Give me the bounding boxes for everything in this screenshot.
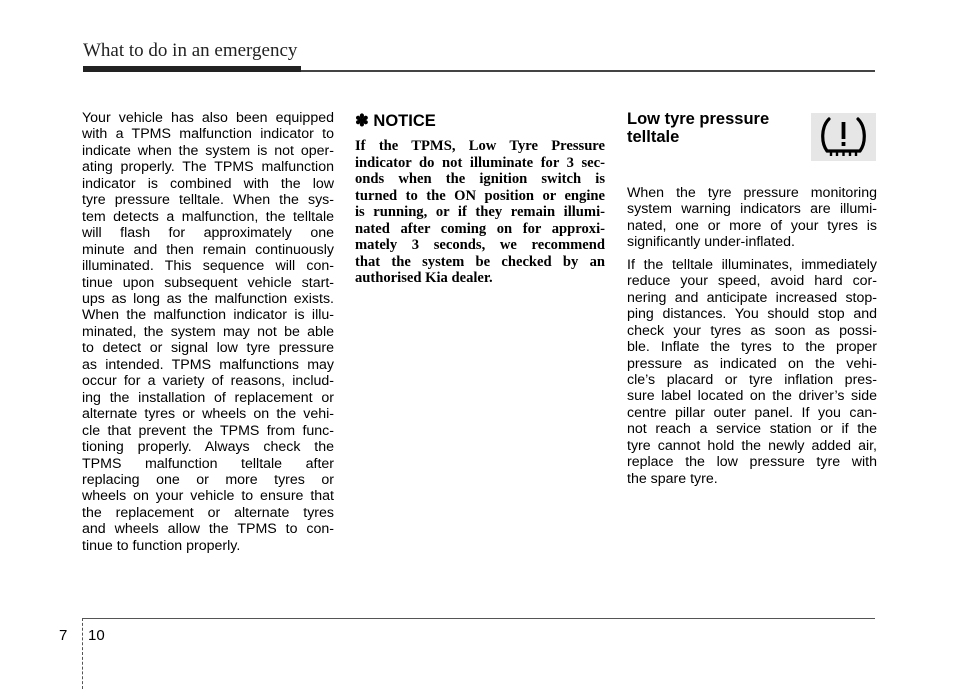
text-line: minute and then remain continuously: [82, 241, 334, 258]
text-line: tinue upon subsequent vehicle start-: [82, 274, 334, 291]
text-line: cle’s placard or tyre inflation pres-: [627, 371, 877, 388]
tpms-malfunction-paragraph: [82, 110, 334, 554]
text-line: tyre pressure telltale. When the sys-: [82, 192, 334, 209]
text-line: cle that prevent the TPMS from func-: [82, 422, 334, 439]
text-line: tyre cannot hold the newly added air,: [627, 437, 877, 454]
text-line: and wheels allow the TPMS to con-: [82, 521, 334, 538]
text-line: check your tyres as soon as possi-: [627, 322, 877, 339]
text-line: wheels on your vehicle to ensure that: [82, 488, 334, 505]
text-line: system warning indicators are illumi-: [627, 201, 877, 218]
text-line: ble. Inflate the tyres to the proper: [627, 339, 877, 356]
footer-separator: [82, 618, 83, 689]
text-line: authorised Kia dealer.: [355, 270, 493, 286]
footer-rule: [83, 618, 875, 619]
text-line: pressure as indicated on the vehi-: [627, 355, 877, 372]
telltale-paragraph-2: [627, 257, 877, 487]
text-line: TPMS malfunction telltale after: [82, 455, 334, 472]
text-line: indicator do not illuminate for 3 sec-: [355, 154, 605, 171]
section-title-line1: Low tyre pressure: [627, 110, 770, 128]
text-line: centre pillar outer panel. If you can-: [627, 404, 877, 421]
chapter-number: 7: [59, 627, 68, 644]
section-title: [627, 110, 797, 146]
text-line: tioning properly. Always check the: [82, 439, 334, 456]
text-line: sure label located on the driver’s side: [627, 388, 877, 405]
text-line: ups as long as the malfunction exists.: [82, 290, 334, 307]
text-line: the replacement or alternate tyres: [82, 504, 334, 521]
text-line: with a TPMS malfunction indicator to: [82, 126, 334, 143]
text-line: tinue to function properly.: [82, 537, 241, 554]
text-line: replacing one or more tyres or: [82, 471, 334, 488]
text-line: will flash for approximately one: [82, 225, 334, 242]
text-line: significantly under-inflated.: [627, 234, 795, 251]
text-line: indicator is combined with the low: [82, 175, 334, 192]
text-line: If the TPMS, Low Tyre Pressure: [355, 138, 605, 154]
notice-title: ✽ NOTICE: [355, 112, 436, 130]
text-line: indicate when the system is not oper-: [82, 142, 334, 159]
text-line: nated after coming on for approxi-: [355, 220, 605, 237]
text-line: onds when the ignition switch is: [355, 171, 605, 187]
text-line: When the tyre pressure monitoring: [627, 185, 877, 201]
text-line: to detect or signal low tyre pressure: [82, 340, 334, 357]
text-line: nated, one or more of your tyres is: [627, 217, 877, 234]
header-accent-bar: [83, 66, 301, 72]
section-title-line2: telltale: [627, 128, 680, 146]
notice-section: [355, 108, 605, 287]
text-line: mately 3 seconds, we recommend: [355, 237, 605, 253]
low-tyre-pressure-section: [627, 110, 877, 493]
page-number: 10: [88, 627, 105, 644]
text-line: turned to the ON position or engine: [355, 187, 605, 204]
text-line: the spare tyre.: [627, 470, 718, 487]
text-line: reduce your speed, avoid hard cor-: [627, 273, 877, 290]
text-line: Your vehicle has also been equipped: [82, 110, 334, 126]
text-line: illuminated. This sequence will con-: [82, 258, 334, 275]
text-line: If the telltale illuminates, immediately: [627, 256, 877, 273]
text-line: alternate tyres or wheels on the vehi-: [82, 406, 334, 423]
text-line: minated, the system may not be able: [82, 323, 334, 340]
text-line: that the system be checked by an: [355, 253, 605, 270]
telltale-paragraph-1: [627, 185, 877, 251]
notice-body: [355, 138, 605, 287]
text-line: is running, or if they remain illumi-: [355, 204, 605, 220]
text-line: ping distances. You should stop and: [627, 306, 877, 323]
text-line: replace the low pressure tyre with: [627, 454, 877, 471]
text-line: When the malfunction indicator is illu-: [82, 307, 334, 324]
text-line: as intended. TPMS malfunctions may: [82, 356, 334, 373]
text-line: occur for a variety of reasons, includ-: [82, 373, 334, 390]
page-header-title: What to do in an emergency: [83, 40, 298, 61]
text-line: nering and anticipate increased stop-: [627, 289, 877, 306]
text-line: not reach a service station or if the: [627, 421, 877, 438]
header-rule: [301, 70, 875, 72]
text-line: ating properly. The TPMS malfunction: [82, 159, 334, 176]
text-line: ing the installation of replacement or: [82, 389, 334, 406]
tyre-pressure-warning-icon: [811, 113, 876, 161]
text-line: tem detects a malfunction, the telltale: [82, 208, 334, 225]
